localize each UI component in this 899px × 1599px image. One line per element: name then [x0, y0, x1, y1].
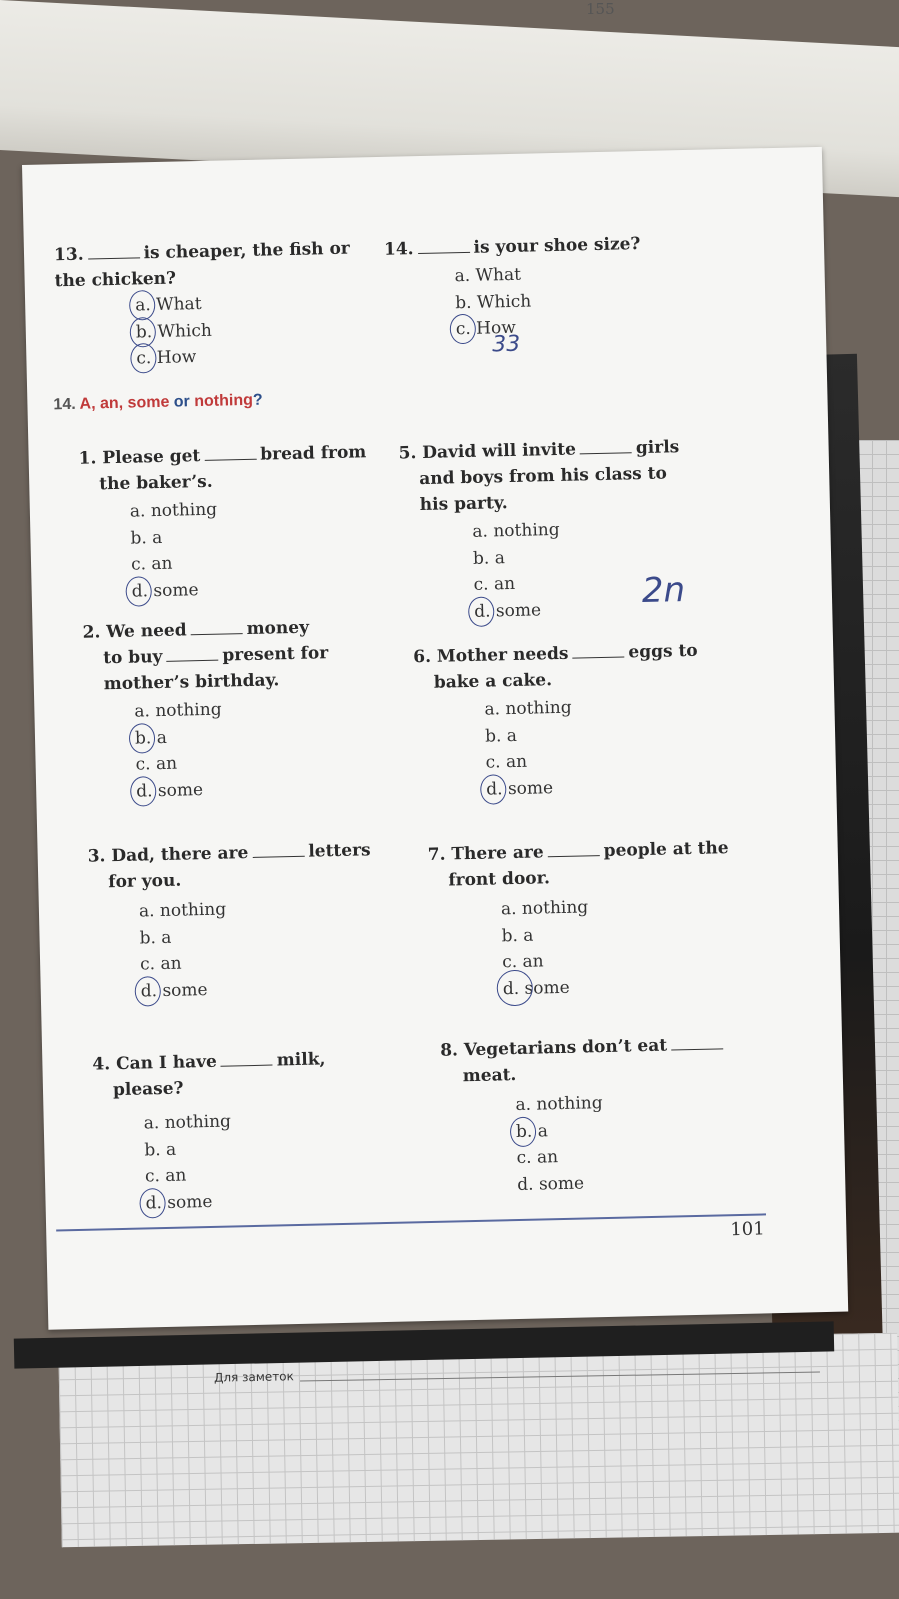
- option-d[interactable]: d. some: [136, 776, 224, 804]
- question-14-options: [454, 261, 532, 342]
- option-c[interactable]: c. an: [485, 751, 528, 773]
- option-a[interactable]: a. nothing: [143, 1111, 232, 1134]
- option-c[interactable]: c. an: [135, 753, 178, 775]
- option-a[interactable]: a. What: [454, 264, 522, 287]
- option-b[interactable]: b. a: [130, 527, 163, 549]
- question-14-prev: [384, 231, 641, 263]
- option-d[interactable]: d. some: [503, 974, 591, 1002]
- answer-blank: [87, 243, 139, 259]
- footer-rule: [56, 1213, 766, 1231]
- option-c[interactable]: c. an: [473, 573, 516, 595]
- question-13: [54, 236, 351, 295]
- option-a[interactable]: a. nothing: [129, 499, 218, 522]
- option-b[interactable]: b. a: [472, 547, 506, 569]
- question-4: 4. Can I have milk, please?: [92, 1049, 326, 1101]
- handwritten-note: 2n: [641, 570, 686, 612]
- option-b[interactable]: b. Which: [455, 290, 532, 313]
- background-page-number: 155: [586, 0, 615, 18]
- question-text: the chicken?: [54, 268, 177, 292]
- exercise-number: 14.: [53, 395, 76, 414]
- question-2: 2. We need money to buy present for mother’s birthday.: [82, 617, 329, 695]
- option-a[interactable]: a. What: [135, 291, 212, 319]
- option-b[interactable]: b. a: [144, 1139, 177, 1160]
- option-b[interactable]: b. a: [135, 723, 223, 751]
- question-5: 5. David will invite girls and boys from his class to his party.: [398, 437, 680, 516]
- question-8: 8. Vegetarians don’t eat meat.: [440, 1031, 728, 1089]
- question-2-options: [134, 697, 224, 805]
- option-d[interactable]: d. some: [474, 596, 562, 624]
- page-number: 101: [730, 1218, 765, 1241]
- option-a[interactable]: a. nothing: [500, 897, 589, 920]
- option-c[interactable]: c. How: [456, 314, 533, 342]
- question-5-options: [472, 517, 562, 625]
- question-13-options: [135, 291, 213, 372]
- option-b[interactable]: b. a: [501, 925, 534, 946]
- notes-label: Для заметок: [213, 1369, 294, 1385]
- question-7: 7. There are people at the front door.: [427, 838, 729, 891]
- option-c[interactable]: c. How: [136, 344, 213, 372]
- worksheet-page: [22, 147, 848, 1330]
- question-number: 14.: [383, 239, 414, 260]
- question-8-options: [515, 1090, 605, 1198]
- option-d[interactable]: d. some: [131, 576, 219, 604]
- option-a[interactable]: a. nothing: [472, 519, 560, 542]
- option-c[interactable]: c. an: [501, 951, 544, 973]
- option-a[interactable]: a. nothing: [138, 899, 227, 922]
- option-b[interactable]: b. a: [139, 927, 172, 949]
- question-3: 3. Dad, there are letters for you.: [87, 840, 371, 893]
- answer-blank: [417, 238, 469, 254]
- option-c[interactable]: c. an: [144, 1165, 187, 1187]
- question-3-options: [139, 897, 229, 1005]
- option-d[interactable]: d. some: [517, 1173, 585, 1195]
- question-number: 13.: [53, 244, 84, 266]
- option-c[interactable]: c. an: [516, 1147, 559, 1169]
- question-text: is cheaper, the fish or: [143, 238, 350, 264]
- handwritten-score: 33: [491, 331, 521, 358]
- question-6-options: [484, 695, 574, 803]
- option-d[interactable]: d. some: [486, 774, 574, 802]
- option-d[interactable]: d. some: [140, 976, 228, 1004]
- question-4-options: [143, 1109, 233, 1217]
- question-text: is your shoe size?: [473, 233, 641, 258]
- exercise-title: 14. A, an, some or nothing?: [53, 391, 263, 414]
- option-b[interactable]: b. Which: [136, 317, 213, 345]
- question-1-options: [130, 497, 220, 605]
- option-c[interactable]: c. an: [130, 553, 173, 575]
- question-7-options: [501, 894, 591, 1002]
- option-b[interactable]: b. a: [516, 1117, 604, 1145]
- question-6: 6. Mother needs eggs to bake a cake.: [413, 640, 698, 693]
- option-a[interactable]: a. nothing: [484, 697, 572, 720]
- option-a[interactable]: a. nothing: [134, 699, 222, 722]
- option-d[interactable]: d. some: [145, 1188, 233, 1216]
- option-b[interactable]: b. a: [484, 725, 518, 747]
- question-1: 1. Please get bread from the baker’s.: [78, 442, 367, 495]
- option-c[interactable]: c. an: [139, 953, 182, 975]
- option-a[interactable]: a. nothing: [515, 1093, 603, 1116]
